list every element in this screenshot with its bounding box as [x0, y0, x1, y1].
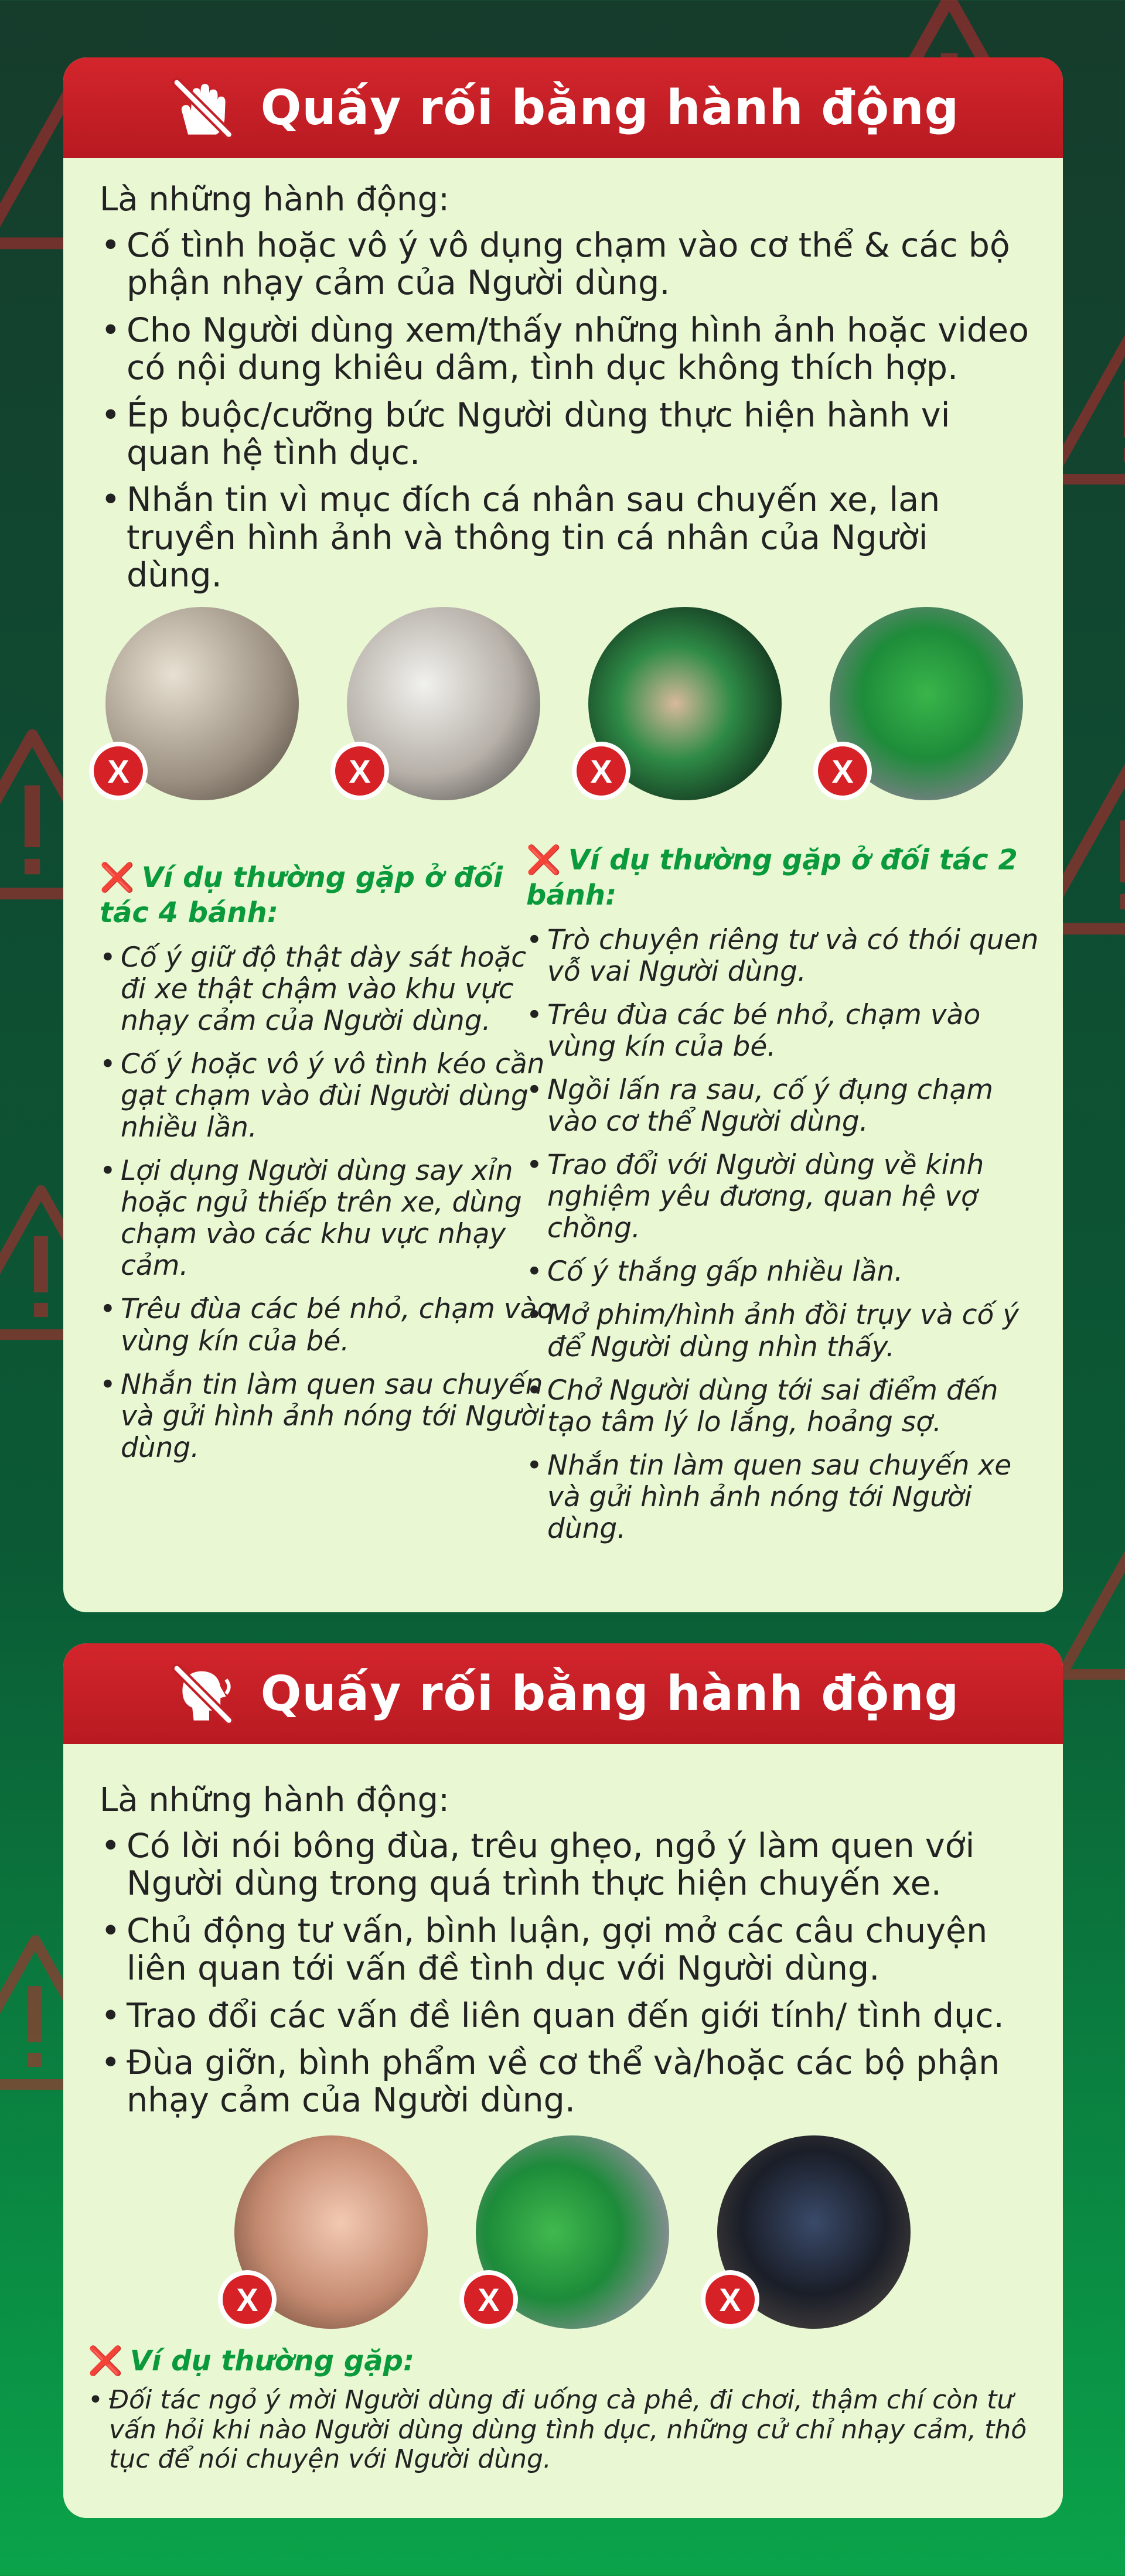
red-x-icon: ❌ [100, 861, 135, 894]
list-item: • Lợi dụng Người dùng say xỉn hoặc ngủ thiếp trên xe, dùng chạm vào các khu vực nhạy cảm. [100, 1155, 557, 1282]
list-item: • Chủ động tư vấn, bình luận, gợi mở các câu chuyện liên quan tới vấn đề tình dục với Người dùng. [100, 1912, 1031, 1988]
child-face-photo [234, 2135, 428, 2329]
list-item: • Cố ý giữ độ thật dày sát hoặc đi xe thật chậm vào khu vực nhạy cảm của Người dùng. [100, 942, 557, 1037]
list-item: • Cho Người dùng xem/thấy những hình ảnh hoặc video có nội dung khiêu dâm, tình dục không thích hợp. [100, 312, 1031, 387]
list-item: • Mở phim/hình ảnh đồi trụy và cố ý để Người dùng nhìn thấy. [526, 1299, 1042, 1363]
x-badge: X [459, 2270, 518, 2329]
red-x-icon: ❌ [88, 2345, 123, 2377]
list-item: • Chở Người dùng tới sai điểm đến tạo tâm lý lo lắng, hoảng sợ. [526, 1375, 1042, 1438]
section2-title: Quấy rối bằng hành động [260, 1666, 960, 1722]
list-item: • Đùa giỡn, bình phẩm về cơ thể và/hoặc các bộ phận nhạy cảm của Người dùng. [100, 2044, 1031, 2120]
list-item: • Nhắn tin làm quen sau chuyến xe và gửi hình ảnh nóng tới Người dùng. [526, 1450, 1042, 1545]
section1-intro: Là những hành động: [100, 180, 449, 219]
left-example-list [100, 942, 557, 1464]
list-item: • Nhắn tin vì mục đích cá nhân sau chuyến xe, lan truyền hình ảnh và thông tin cá nhân của Người dùng. [100, 481, 1031, 594]
right-example-title: ❌ Ví dụ thường gặp ở đối tác 2 bánh: [526, 844, 1018, 912]
right-example-column [526, 842, 1042, 1557]
no-talking-icon [167, 1659, 237, 1729]
section2-photo-row [234, 2135, 911, 2329]
section2-example-list [88, 2386, 1037, 2475]
list-item: • Cố ý thắng gấp nhiều lần. [526, 1256, 1042, 1288]
list-item: • Cố tình hoặc vô ý vô dụng chạm vào cơ thể & các bộ phận nhạy cảm của Người dùng. [100, 227, 1031, 302]
section1-bullet-list [100, 227, 1031, 595]
list-item: • Nhắn tin làm quen sau chuyến và gửi hình ảnh nóng tới Người dùng. [100, 1369, 557, 1464]
section2-bullet-list [100, 1827, 1031, 2120]
list-item: • Đối tác ngỏ ý mời Người dùng đi uống cà phê, đi chơi, thậm chí còn tư vấn hỏi khi nào Người dùng dùng tình dục, những cử chỉ nhạy cảm, thô tục để nói chuyện với Người dùng. [88, 2386, 1037, 2475]
list-item: • Ngồi lấn ra sau, cố ý đụng chạm vào cơ thể Người dùng. [526, 1074, 1042, 1138]
section2-example-block [88, 2343, 1037, 2486]
section2-card [63, 1643, 1063, 2518]
right-example-list [526, 924, 1042, 1545]
red-x-icon: ❌ [526, 844, 561, 876]
list-item: • Trao đổi các vấn đề liên quan đến giới tính/ tình dục. [100, 1997, 1031, 2035]
section2-example-title: ❌ Ví dụ thường gặp: [88, 2345, 415, 2377]
car-gear-photo [105, 607, 299, 800]
list-item: • Ép buộc/cưỡng bức Người dùng thực hiện hành vi quan hệ tình dục. [100, 397, 1031, 472]
x-badge: X [813, 742, 872, 800]
x-badge: X [330, 742, 389, 800]
section2-intro: Là những hành động: [100, 1781, 449, 1819]
section1-title: Quấy rối bằng hành động [260, 80, 960, 136]
list-item: • Cố ý hoặc vô ý vô tình kéo cần gạt chạm vào đùi Người dùng nhiều lần. [100, 1049, 557, 1144]
section2-body [100, 1781, 1031, 2129]
list-item: • Trêu đùa các bé nhỏ, chạm vào vùng kín của bé. [526, 999, 1042, 1063]
x-badge: X [701, 2270, 759, 2329]
section1-header [63, 57, 1063, 158]
car-seat-touch-photo [347, 607, 540, 800]
list-item: • Trêu đùa các bé nhỏ, chạm vào vùng kín của bé. [100, 1294, 557, 1357]
no-touch-hand-icon [167, 73, 237, 143]
motorbike-driver-photo [830, 607, 1023, 800]
list-item: • Trò chuyện riêng tư và có thói quen vỗ vai Người dùng. [526, 924, 1042, 988]
left-example-title: ❌ Ví dụ thường gặp ở đối tác 4 bánh: [100, 861, 503, 929]
drivers-talking-photo [476, 2135, 669, 2329]
list-item: • Trao đổi với Người dùng về kinh nghiệm yêu đương, quan hệ vợ chồng. [526, 1149, 1042, 1244]
section2-header [63, 1643, 1063, 1744]
phone-messaging-photo [717, 2135, 911, 2329]
section1-body [100, 180, 1031, 604]
x-badge: X [218, 2270, 277, 2329]
left-example-column [100, 860, 557, 1476]
x-badge: X [89, 742, 148, 800]
warning-triangle-icon [1055, 1523, 1125, 1681]
section1-card [63, 57, 1063, 1612]
x-badge: X [572, 742, 630, 800]
section1-photo-row [105, 607, 1023, 800]
hand-on-knee-photo [588, 607, 782, 800]
list-item: • Có lời nói bông đùa, trêu ghẹo, ngỏ ý làm quen với Người dùng trong quá trình thực hiện chuyến xe. [100, 1827, 1031, 1903]
